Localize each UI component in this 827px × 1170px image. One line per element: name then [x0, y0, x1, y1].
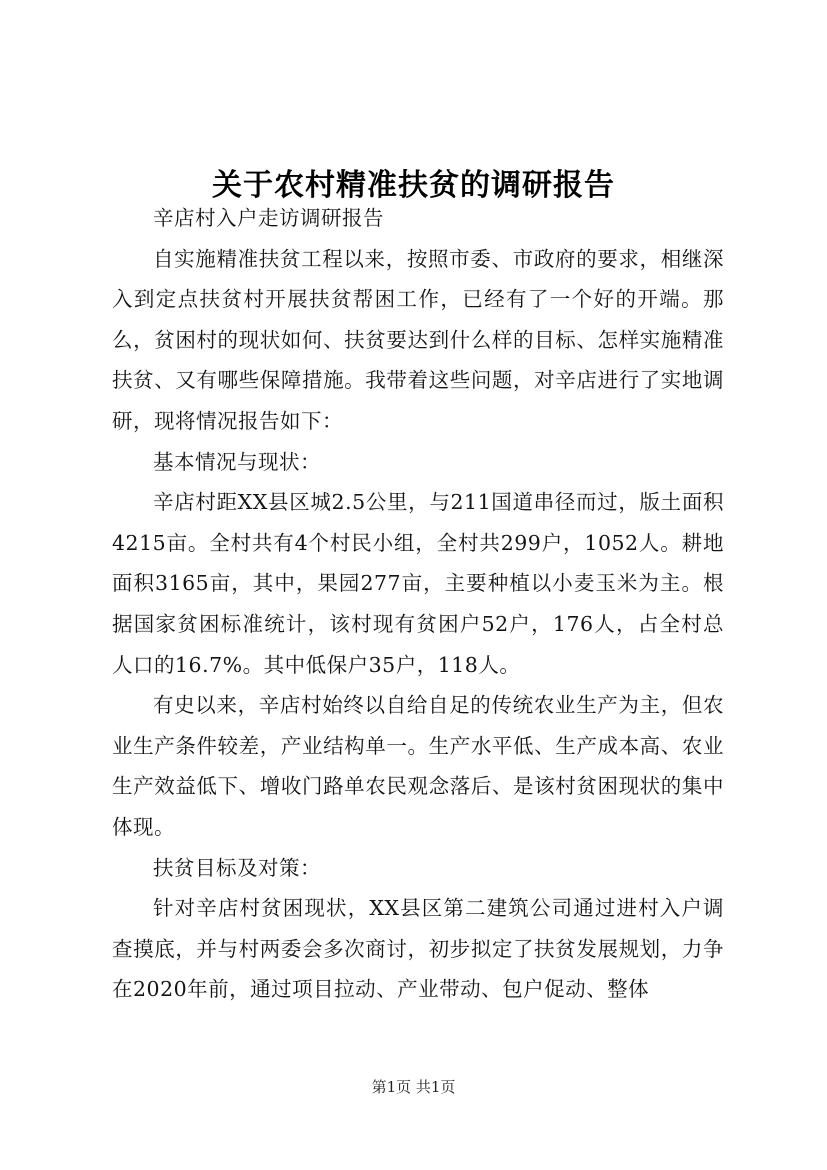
document-body [112, 198, 724, 1010]
section-heading-basic-situation: 基本情况与现状： [153, 449, 321, 474]
document-title: 关于农村精准扶贫的调研报告 [212, 168, 615, 204]
subtitle-paragraph: 辛店村入户走访调研报告 [153, 206, 384, 230]
intro-paragraph: 自实施精准扶贫工程以来，按照市委、市政府的要求，相继深入到定点扶贫村开展扶贫帮困工作，已经有了一个好的开端。那么，贫困村的现状如何、扶贫要达到什么样的目标、怎样实施精准扶贫、又有哪些保障措施。我带着这些问题，对辛店进行了实地调研，现将情况报告如下： [112, 246, 724, 433]
history-paragraph: 有史以来，辛店村始终以自给自足的传统农业生产为主，但农业生产条件较差，产业结构单一。生产水平低、生产成本高、农业生产效益低下、增收门路单农民观念落后、是该村贫困现状的集中体现。 [112, 693, 724, 839]
section-heading-goals: 扶贫目标及对策： [153, 855, 321, 880]
village-stats-paragraph: 辛店村距XX县区城2.5公里，与211国道串径而过，版土面积4215亩。全村共有4个村民小组，全村共299户，1052人。耕地面积3165亩，其中，果园277亩，主要种植以小麦玉米为主。根据国家贫困标准统计，该村现有贫困户52户，176人，占全村总人口的16.7%。其中低保户35户，118人。 [112, 490, 724, 677]
page-number-footer: 第1页 共1页 [371, 1078, 456, 1096]
goals-paragraph: 针对辛店村贫困现状，XX县区第二建筑公司通过进村入户调查摸底，并与村两委会多次商讨，初步拟定了扶贫发展规划，力争在2020年前，通过项目拉动、产业带动、包户促动、整体 [112, 896, 724, 1002]
